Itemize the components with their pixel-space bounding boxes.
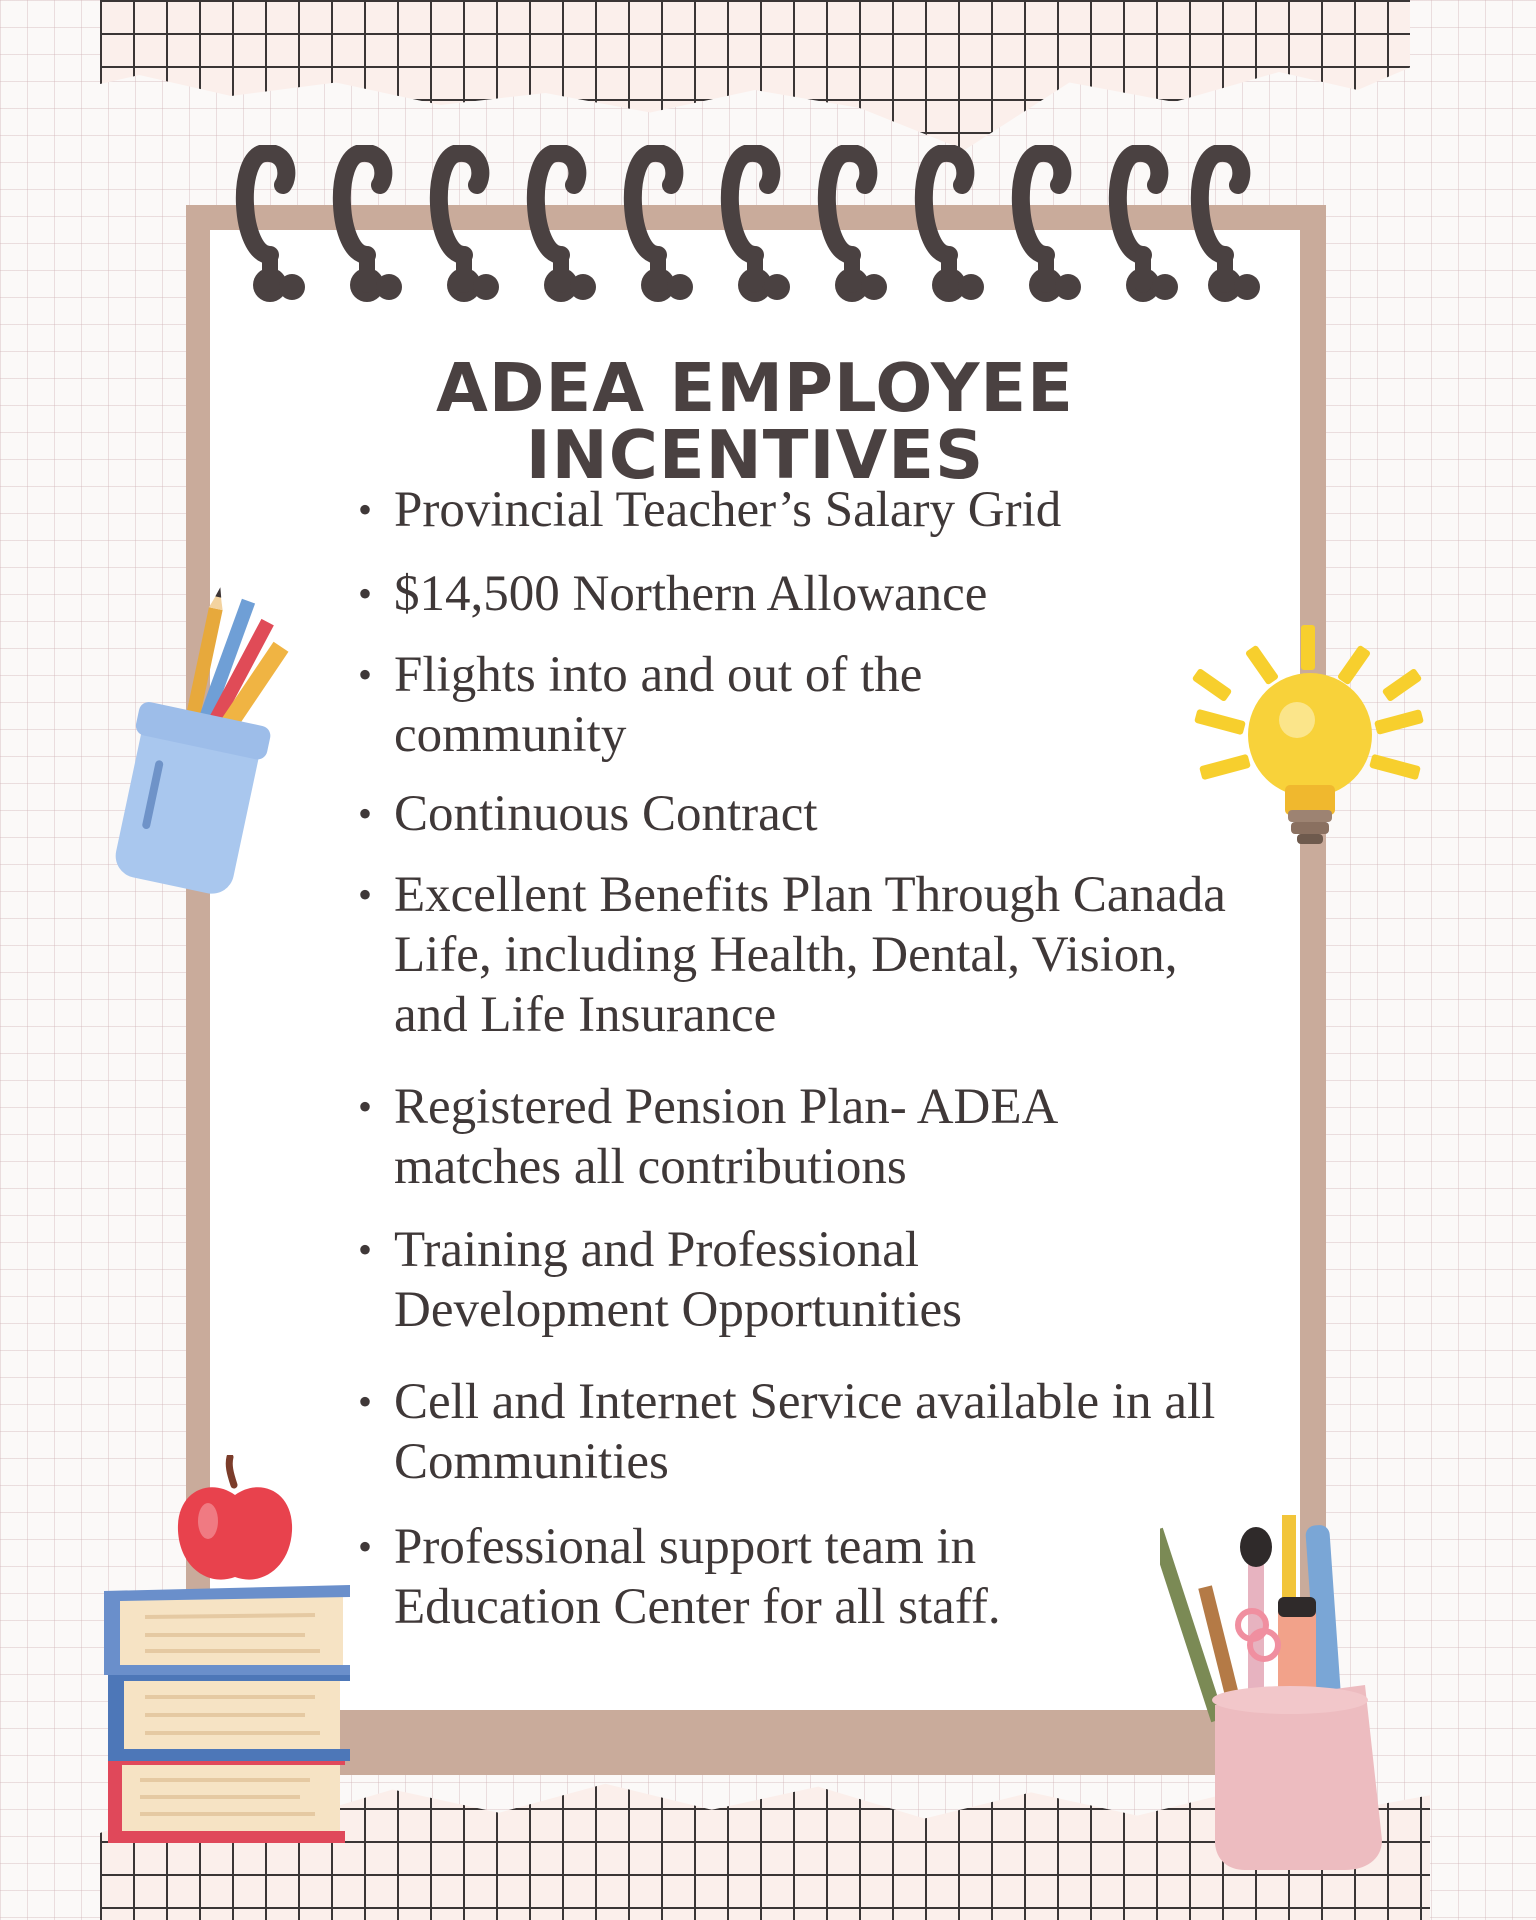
pen-holder-icon: [1160, 1505, 1400, 1880]
list-item: [360, 865, 1230, 1045]
incentive-text: Training and Professional Development Opportunities: [394, 1222, 962, 1338]
page-title: ADEA EMPLOYEE INCENTIVES: [436, 349, 1074, 494]
incentive-text: Provincial Teacher’s Salary Grid: [394, 482, 1062, 538]
list-item: [360, 645, 1080, 765]
bullet-icon: •: [358, 872, 373, 917]
incentive-text: $14,500 Northern Allowance: [394, 566, 988, 622]
bullet-icon: •: [358, 791, 373, 836]
bullet-icon: •: [358, 652, 373, 697]
spiral-binding-icon: [215, 145, 1265, 315]
bullet-icon: •: [358, 1524, 373, 1569]
list-item: [360, 1220, 1100, 1340]
list-item: [360, 480, 1260, 540]
apple-icon: [170, 1455, 300, 1590]
pencil-cup-icon: [100, 570, 310, 900]
bullet-icon: •: [358, 487, 373, 532]
bullet-icon: •: [358, 1227, 373, 1272]
incentive-text: Professional support team in Education Center for all staff.: [394, 1519, 1001, 1635]
top-grid-tape: [100, 0, 1410, 150]
list-item: [360, 1077, 1200, 1197]
incentive-text: Continuous Contract: [394, 786, 818, 842]
list-item: [360, 1372, 1260, 1492]
incentive-text: Flights into and out of the community: [394, 647, 923, 763]
bullet-icon: •: [358, 1379, 373, 1424]
incentive-text: Registered Pension Plan- ADEA matches all contributions: [394, 1079, 1056, 1195]
incentive-text: Excellent Benefits Plan Through Canada Life, including Health, Dental, Vision, and Life Insurance: [394, 867, 1226, 1043]
bullet-icon: •: [358, 1084, 373, 1129]
incentive-text: Cell and Internet Service available in all Communities: [394, 1374, 1216, 1490]
list-item: [360, 784, 1260, 844]
bullet-icon: •: [358, 571, 373, 616]
list-item: [360, 1517, 1120, 1637]
light-bulb-icon: [1185, 620, 1430, 850]
book-stack-icon: [100, 1585, 360, 1845]
list-item: [360, 564, 1260, 624]
